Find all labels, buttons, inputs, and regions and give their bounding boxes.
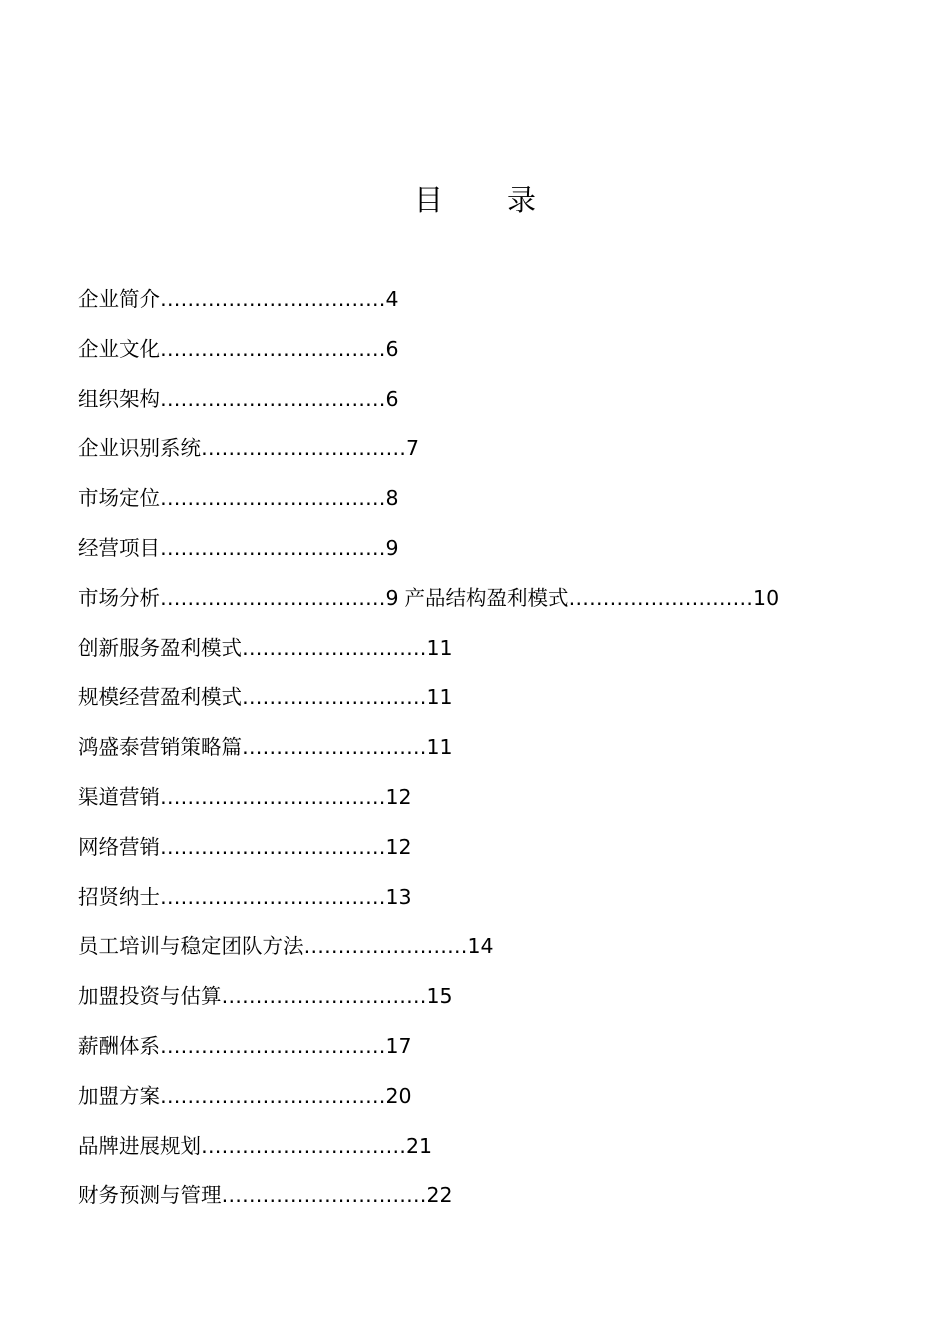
toc-entry-title: 品牌进展规划 (78, 1133, 201, 1158)
toc-entry-leader: ……………………… (242, 635, 427, 660)
toc-entry[interactable] (78, 284, 910, 334)
toc-entry-leader: …………………………… (160, 386, 386, 411)
toc-entry-title: 企业简介 (78, 287, 160, 311)
toc-entry-page: 15 (426, 984, 453, 1009)
toc-entry[interactable] (78, 433, 910, 483)
toc-entry[interactable] (78, 1031, 910, 1081)
toc-entry-leader: …………………………… (160, 784, 386, 809)
toc-entry-title: 企业识别系统 (78, 436, 201, 461)
toc-entry-title: 招贤纳士 (78, 884, 160, 909)
toc-entry[interactable] (78, 782, 910, 832)
toc-entry[interactable] (78, 583, 910, 633)
toc-entry-page: 6 (385, 386, 399, 411)
toc-entry-page: 6 (385, 336, 399, 361)
toc-entry-inline-title[interactable]: 产品结构盈利模式 (404, 585, 569, 610)
toc-entry-leader: …………………………… (160, 535, 386, 560)
toc-entry-leader: …………………………… (160, 834, 386, 859)
toc-entry-title: 市场定位 (78, 486, 160, 511)
toc-entry-page: 17 (385, 1033, 412, 1058)
toc-entry[interactable] (78, 981, 910, 1031)
toc-entry-title: 鸿盛泰营销策略篇 (78, 735, 242, 760)
toc-entry[interactable] (78, 483, 910, 533)
toc-entry-leader: …………………………… (160, 585, 386, 610)
toc-entry-page: 11 (426, 685, 453, 710)
toc-entry[interactable] (78, 1180, 910, 1230)
toc-entry[interactable] (78, 384, 910, 434)
toc-entry-page: 14 (467, 934, 494, 959)
toc-entry[interactable] (78, 931, 910, 981)
toc-entry[interactable] (78, 682, 910, 732)
toc-entry-page: 22 (426, 1183, 453, 1208)
toc-entry-title: 财务预测与管理 (78, 1183, 222, 1208)
toc-entry-leader: …………………………… (160, 287, 386, 311)
toc-entry-leader: ………………………… (201, 1133, 406, 1158)
toc-entry-page: 9 (385, 585, 399, 610)
toc-entry[interactable] (78, 832, 910, 882)
toc-entry-title: 组织架构 (78, 386, 160, 411)
toc-entry-page: 4 (385, 287, 399, 311)
toc-entry-title: 创新服务盈利模式 (78, 635, 242, 660)
toc-entry-page: 20 (385, 1083, 412, 1108)
toc-entry[interactable] (78, 334, 910, 384)
toc-entry-page: 12 (385, 784, 412, 809)
toc-entry-title: 网络营销 (78, 834, 160, 859)
toc-entry-leader: …………………… (303, 934, 468, 959)
toc-entry-leader: ………………………… (221, 984, 427, 1009)
toc-entry-title: 渠道营销 (78, 784, 160, 809)
toc-entry-leader: …………………………… (160, 336, 386, 361)
toc-entry-leader: ………………………… (221, 1183, 427, 1208)
toc-entry-page: 7 (406, 436, 420, 461)
toc-entry-inline-leader: ……………………… (568, 585, 754, 610)
toc-entry[interactable] (78, 633, 910, 683)
toc-entry[interactable] (78, 882, 910, 932)
toc-entry-inline-page: 10 (753, 585, 780, 610)
toc-entry-leader: …………………………… (160, 486, 386, 511)
toc-entry-page: 13 (385, 884, 412, 909)
toc-entry-title: 加盟方案 (78, 1083, 160, 1108)
toc-entry-title: 市场分析 (78, 585, 160, 610)
toc-entry[interactable] (78, 1131, 910, 1181)
toc-entry-title: 加盟投资与估算 (78, 984, 222, 1009)
toc-entry[interactable] (78, 533, 910, 583)
toc-entry-page: 9 (385, 535, 399, 560)
toc-entry[interactable] (78, 1081, 910, 1131)
toc-entry-title: 经营项目 (78, 535, 160, 560)
toc-entry-leader: …………………………… (160, 1083, 386, 1108)
toc-entry-leader: …………………………… (160, 1033, 386, 1058)
toc-entry-page: 12 (385, 834, 412, 859)
toc-entry-title: 规模经营盈利模式 (78, 685, 242, 710)
toc-entry-title: 企业文化 (78, 336, 160, 361)
toc-entry[interactable] (78, 732, 910, 782)
toc-entry-leader: ………………………… (201, 436, 406, 461)
toc-entry-page: 8 (385, 486, 399, 511)
title-char-1: 目 (413, 183, 443, 217)
toc-entry-leader: …………………………… (160, 884, 386, 909)
toc-entry-page: 11 (426, 635, 453, 660)
title-char-2: 录 (507, 183, 537, 217)
toc-entry-page: 11 (426, 735, 453, 760)
toc-entry-page: 21 (406, 1133, 433, 1158)
toc-entry-leader: ……………………… (242, 685, 427, 710)
toc-entry-leader: ……………………… (242, 735, 427, 760)
toc-entry-title: 薪酬体系 (78, 1033, 160, 1058)
page-title (0, 181, 950, 219)
table-of-contents (78, 284, 910, 1230)
toc-entry-title: 员工培训与稳定团队方法 (78, 934, 304, 959)
